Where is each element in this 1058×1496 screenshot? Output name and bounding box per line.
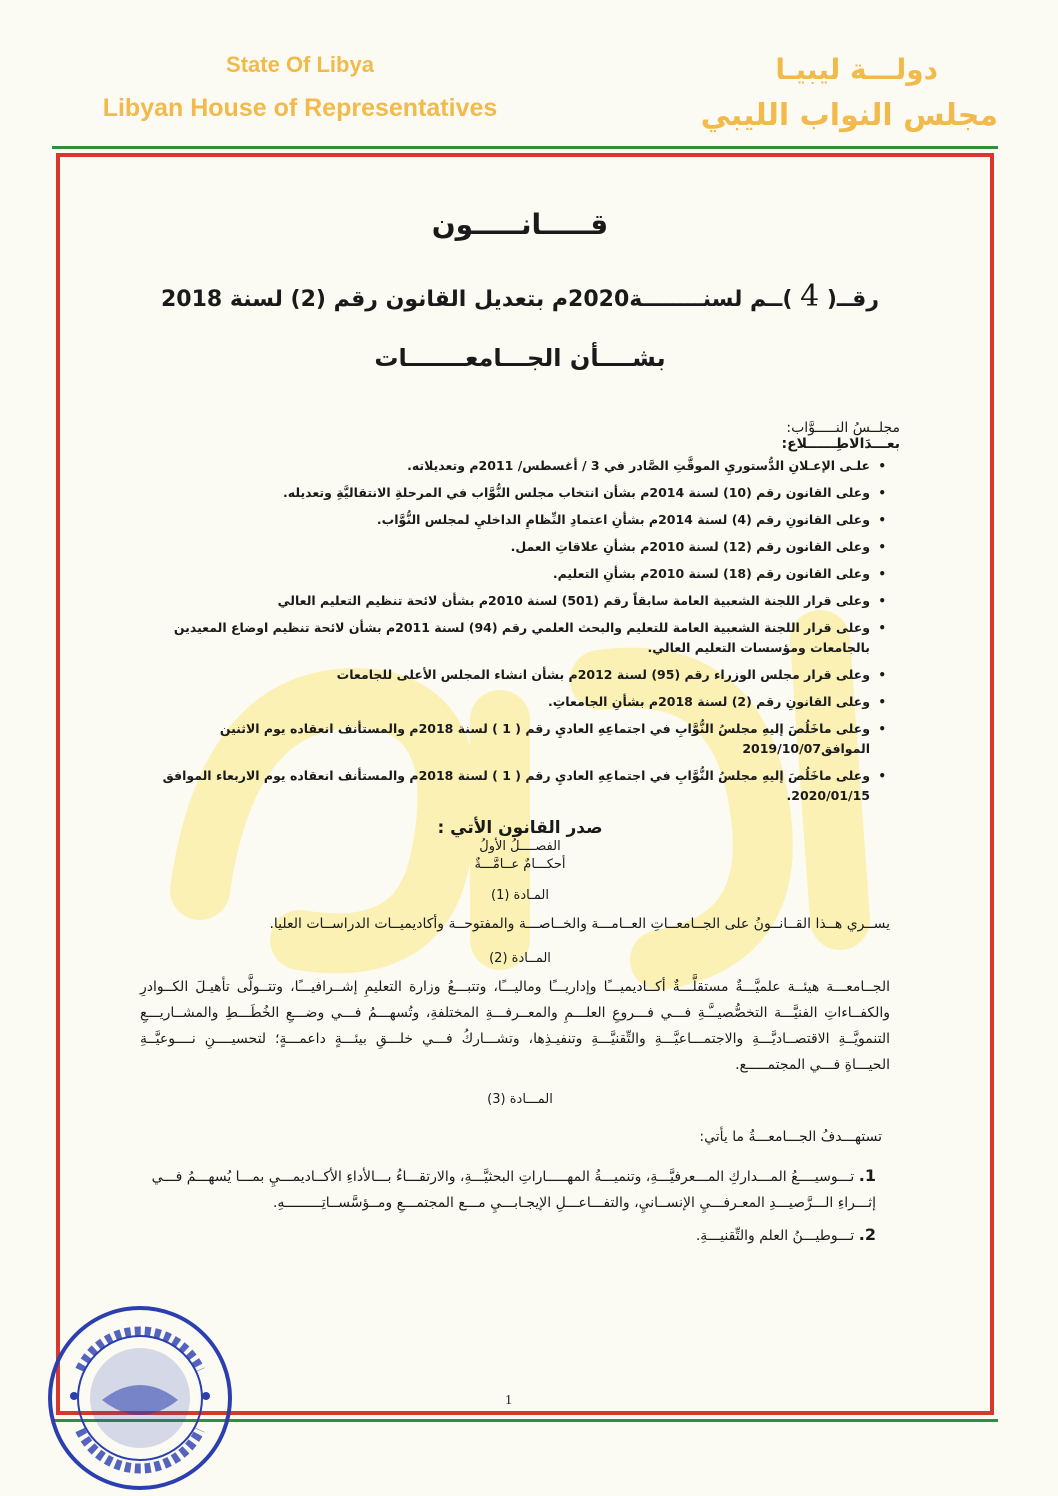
chapter-heading: الفصــــلُ الأولُ bbox=[479, 839, 561, 854]
article-3-goals bbox=[140, 1163, 900, 1249]
header-arabic bbox=[638, 50, 998, 138]
law-title: قـــــانـــــون bbox=[431, 208, 609, 241]
list-item bbox=[140, 1163, 876, 1216]
article-3-heading: المـــادة (3) bbox=[487, 1092, 553, 1107]
law-number-line bbox=[140, 279, 900, 314]
law-number-handwritten: 4 bbox=[800, 279, 820, 314]
list-item: • وعلى القانونِ رقم (2) لسنة 2018م بشأنِ الجامعاتِ. bbox=[140, 692, 870, 712]
header-house-ar: مجلس النواب الليبي bbox=[700, 98, 998, 133]
list-item: • وعلى قرار مجلس الوزراء رقم (95) لسنة 2012م بشأن انشاء المجلس الأعلى للجامعات bbox=[140, 665, 870, 685]
article-2-heading: المــادة (2) bbox=[489, 951, 551, 966]
list-item: • وعلى القانونِ رقم (4) لسنة 2014م بشأنِ اعتمادِ النِّظامِ الداخليِ لمجلس النُّوَّاب. bbox=[140, 510, 870, 530]
list-item: • وعلى ماخَلُصَ إليهِ مجلسُ النُّوَّابِ في اجتماعِهِ العاديِ رقم ( 1 ) لسنة 2018م والمستأنف انعقاده يوم الاربعاء الموافق 2020/01/15. bbox=[140, 766, 870, 806]
council-label: مجلــسُ النـــــوَّاب: bbox=[786, 420, 900, 436]
article-2-text: الجــامعـــة هيئــة علميَّـــةٌ مستقلَّـــةٌ أكــاديميـــًا وإداريـــًا وماليـــًا، وتتبـــعُ وزارة التعليمِ إشــرافيـــًا، وتتــولَّى تأهيـلَ الكــوادرِ والكفــاءاتِ الفنيَّـــة التخصُّصيــَّـةِ فـــي فـــروعِ العلـــمِ والمعــرفـــةِ المختلفةِ، وتُسهـــمُ فـــي وضـــعِ الخُطَـــطِ والمشــاريـــعِ التنمويَّــةِ الاقتصــاديَّـــةِ والاجتمـــاعيَّـــةِ والتِّقنيَّـــةِ وتنفيـذِها، وتشـــاركُ فـــي خلـــقِ بيئـــةٍ داعمـــةٍ؛ لتحسيــــنِ نــــوعيَّــةِ الحيـــاةِ فـــي المجتمـــــع. bbox=[140, 979, 890, 1073]
list-item: • وعلى ماخَلُصَ إليهِ مجلسُ النُّوَّابِ في اجتماعِهِ العاديِ رقم ( 1 ) لسنة 2018م والمستأنف انعقاده يوم الاثنين الموافق2019/10/07 bbox=[140, 719, 870, 759]
list-item: • وعلى قرار اللجنة الشعبية العامة للتعليم والبحث العلمي رقم (94) لسنة 2011م بشأن لائحة تنظيم اوضاع المعيدين بالجامعات ومؤسسات التعليم العالي. bbox=[140, 618, 870, 658]
list-item: • وعلى قرار اللجنة الشعبية العامة سابقاً رقم (501) لسنة 2010م بشأن لائحة تنظيم التعليم العالي bbox=[140, 591, 870, 611]
goal-number: 2. bbox=[858, 1225, 876, 1244]
list-item bbox=[140, 1222, 876, 1249]
list-item: • وعلى القانون رقم (18) لسنة 2010م بشأنِ التعليم. bbox=[140, 564, 870, 584]
list-item: • وعلى القانون رقم (12) لسنة 2010م بشأنِ علاقاتِ العمل. bbox=[140, 537, 870, 557]
goal-text: تـــوطيـــنُ العلم والتِّقنيـــةِ. bbox=[695, 1228, 855, 1244]
header-state-ar: دولـــة ليبيـا bbox=[775, 53, 938, 86]
law-subject: بشــــأن الجـــامعـــــــات bbox=[374, 344, 666, 372]
article-1-heading: المـادة (1) bbox=[490, 888, 550, 903]
page-number: 1 bbox=[505, 1393, 512, 1408]
goal-text: تـــوسيــــعُ المـــداركِ المـــعرفيَّـــةِ، وتنميـــةُ المهـــــاراتِ البحثيَّـــةِ، والارتقـــاءُ بـــالأداءِ الأكــاديمـــيِ بمـــا يُسهـــمُ فـــي إثـــراءِ الـــرَّصيـــدِ المعـرفـــيِ الإنســانيِ، والتفـــاعـــلِ الإيجـابـــيِ مـــع المجتمـــعِ ومــؤسَّســاتِـــــــــهِ. bbox=[151, 1169, 876, 1211]
official-seal-icon bbox=[40, 1300, 240, 1496]
after-review-label: بعـــدَالاطِــــــلاع: bbox=[781, 436, 900, 452]
chapter-title: أحكـــامٌ عــامَّـــةٌ bbox=[474, 857, 566, 872]
document-body bbox=[140, 200, 900, 1255]
article-1-text: يســري هــذا القــانــونُ على الجــامعــاتِ العــامـــة والخــاصـــة والمفتوحــة وأكاديميــات الدراســات العليا. bbox=[269, 916, 890, 932]
header-house-en: Libyan House of Representatives bbox=[102, 94, 498, 122]
law-number-rest: )ــم لسنــــــــة2020م بتعديل القانون رقم (2) لسنة 2018 bbox=[160, 287, 793, 312]
list-item: • علـى الإعـلانِ الدُّستوريِ الموقَّتِ الصَّادر في 3 / أغسطس/ 2011م وتعديلاته. bbox=[140, 456, 870, 476]
issued-heading: صدر القانون الأتي : bbox=[437, 818, 603, 838]
list-item: • وعلى القانون رقم (10) لسنة 2014م بشأن انتخاب مجلس النُّوَّاب في المرحلةِ الانتقاليَّةِ وتعديله. bbox=[140, 483, 870, 503]
preamble-clauses bbox=[140, 456, 900, 806]
goal-number: 1. bbox=[858, 1166, 876, 1185]
law-number-prefix: رقــ( bbox=[826, 287, 879, 312]
article-3-intro: تستهـــدفُ الجـــامعـــةُ ما يأتي: bbox=[699, 1129, 882, 1145]
header-english bbox=[0, 50, 600, 128]
header-state-en: State Of Libya bbox=[226, 52, 374, 77]
